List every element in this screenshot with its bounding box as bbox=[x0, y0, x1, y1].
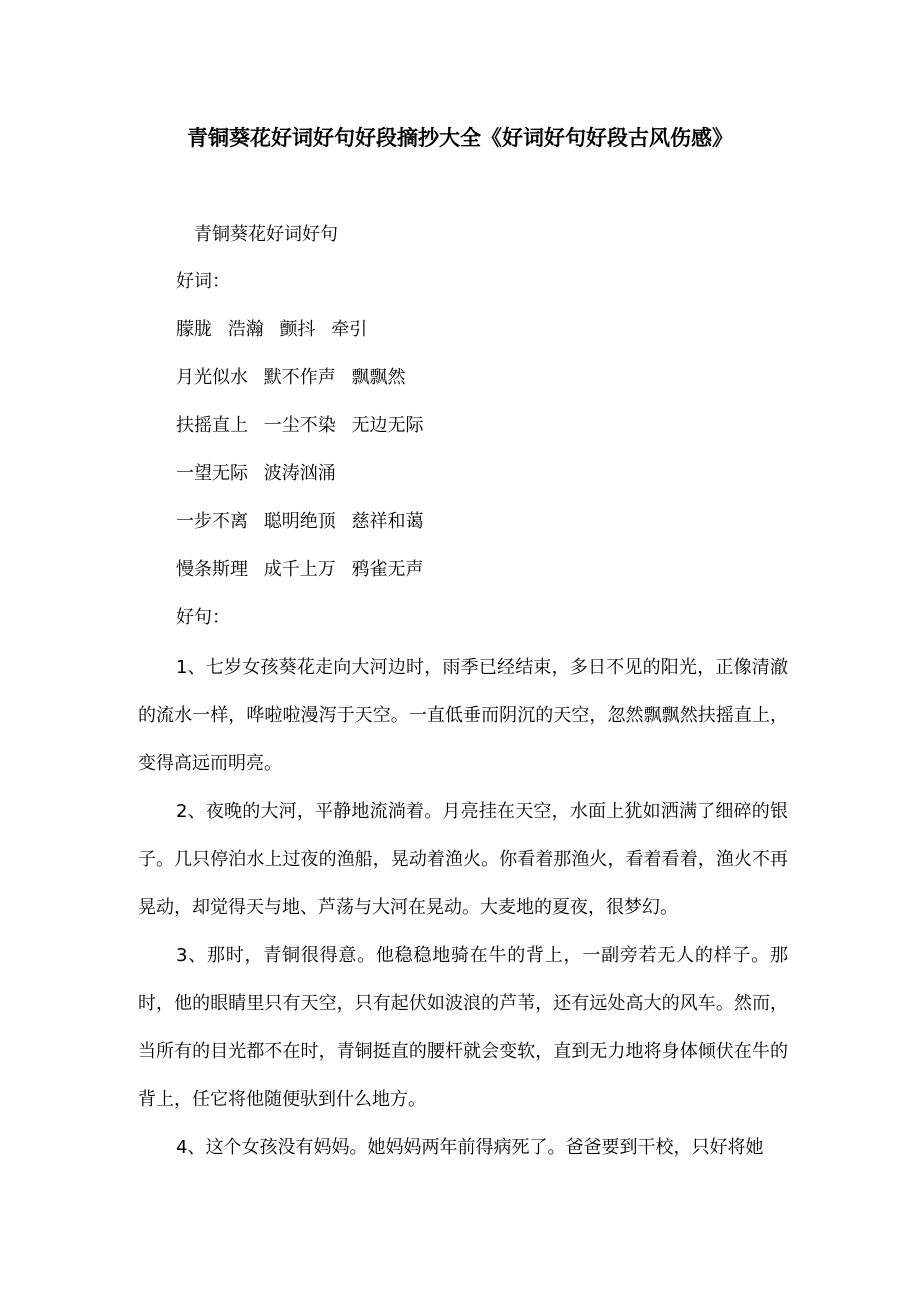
word-line bbox=[176, 363, 415, 393]
sentence-paragraph: 3、那时，青铜很得意。他稳稳地骑在牛的背上，一副旁若无人的样子。那时，他的眼睛里只有天空，只有起伏如波浪的芦苇，还有远处高大的风车。然而，当所有的目光都不在时，青铜挺直的腰杆就会变软，直到无力地将身体倾伏在牛的背上，任它将他随便驮到什么地方。 bbox=[138, 945, 788, 1110]
sentence-paragraph: 2、夜晚的大河，平静地流淌着。月亮挂在天空，水面上犹如洒满了细碎的银子。几只停泊水上过夜的渔船，晃动着渔火。你看着那渔火，看着看着，渔火不再晃动，却觉得天与地、芦荡与大河在晃动。大麦地的夏夜，很梦幻。 bbox=[138, 801, 788, 918]
word-item: 牵引 bbox=[331, 319, 368, 340]
word-item: 飘飘然 bbox=[351, 367, 406, 388]
sentence-paragraph: 1、七岁女孩葵花走向大河边时，雨季已经结束，多日不见的阳光，正像清澈的流水一样，哗啦啦漫泻于天空。一直低垂而阴沉的天空，忽然飘飘然扶摇直上，变得高远而明亮。 bbox=[138, 657, 788, 774]
word-line bbox=[176, 555, 433, 585]
word-item: 波涛汹涌 bbox=[263, 463, 336, 484]
word-item: 聪明绝顶 bbox=[263, 511, 336, 532]
document-title: 青铜葵花好词好句好段摘抄大全《好词好句好段古风伤感》 bbox=[187, 126, 733, 150]
good-sentences-label: 好句： bbox=[176, 607, 230, 628]
word-item: 成千上万 bbox=[263, 559, 336, 580]
word-item: 默不作声 bbox=[263, 367, 336, 388]
word-item: 一望无际 bbox=[176, 463, 248, 484]
word-line bbox=[176, 507, 433, 537]
word-item: 一步不离 bbox=[176, 511, 248, 532]
word-item: 一尘不染 bbox=[263, 415, 336, 436]
word-item: 无边无际 bbox=[351, 415, 424, 436]
sentence-paragraph: 4、这个女孩没有妈妈。她妈妈两年前得病死了。爸爸要到干校，只好将她 bbox=[176, 1137, 764, 1158]
word-line bbox=[176, 411, 433, 441]
word-item: 扶摇直上 bbox=[176, 415, 248, 436]
word-line bbox=[176, 315, 377, 345]
word-item: 慈祥和蔼 bbox=[351, 511, 424, 532]
good-words-label: 好词： bbox=[176, 271, 230, 292]
word-line bbox=[176, 459, 346, 489]
word-item: 浩瀚 bbox=[227, 319, 264, 340]
word-item: 鸦雀无声 bbox=[351, 559, 424, 580]
word-item: 朦胧 bbox=[176, 319, 212, 340]
word-item: 月光似水 bbox=[176, 367, 248, 388]
word-item: 慢条斯理 bbox=[176, 559, 248, 580]
section-subheading: 青铜葵花好词好句 bbox=[194, 224, 338, 245]
word-item: 颤抖 bbox=[279, 319, 316, 340]
